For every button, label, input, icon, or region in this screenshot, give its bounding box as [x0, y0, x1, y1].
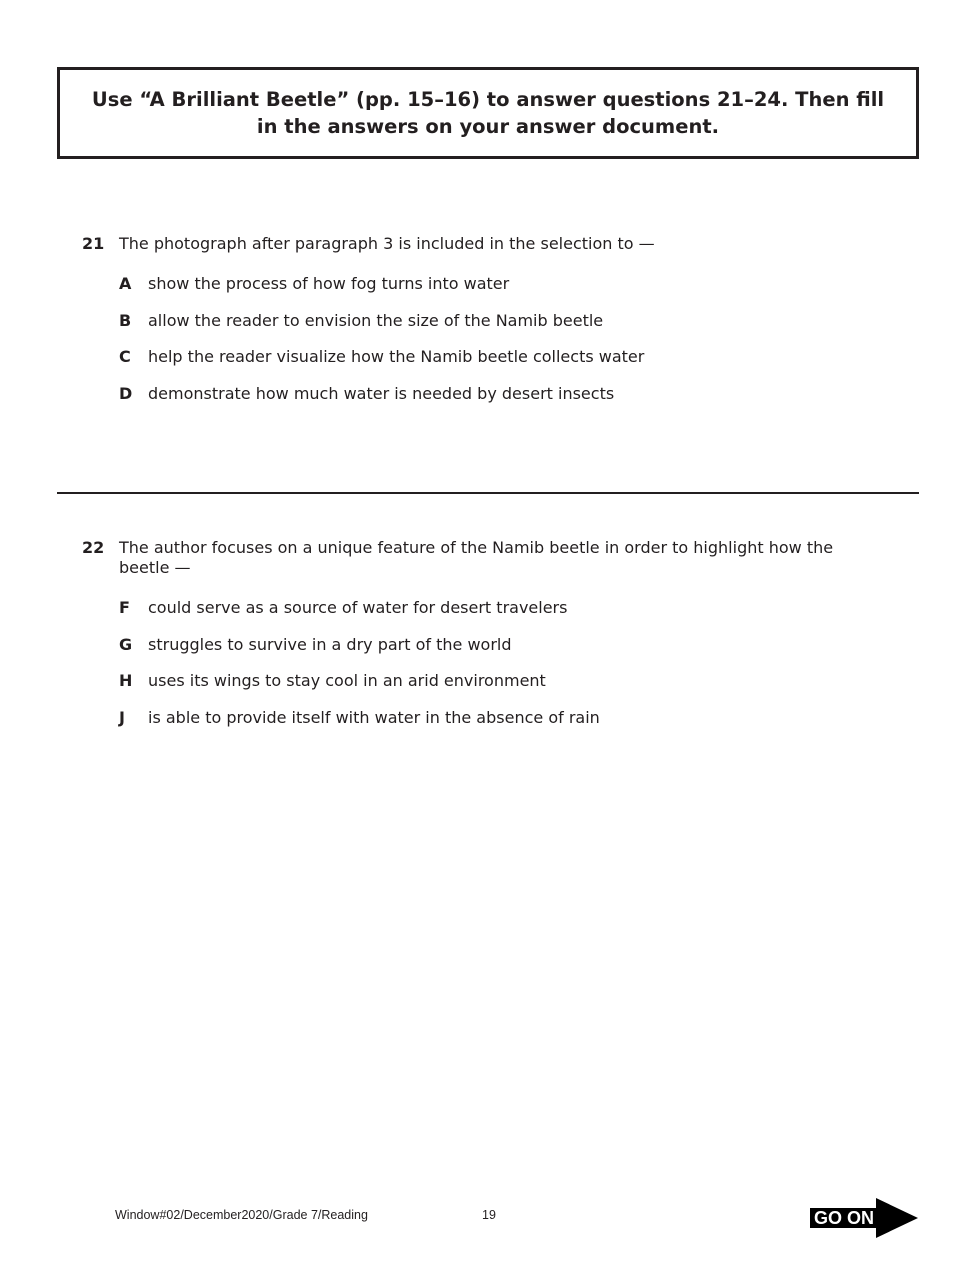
- option-letter: G: [119, 634, 133, 654]
- option-letter: A: [119, 274, 132, 293]
- instruction-box: [57, 67, 919, 159]
- option-text: show the process of how fog turns into water: [148, 274, 510, 293]
- option-letter: C: [119, 347, 131, 366]
- question-stem: [82, 234, 862, 254]
- option-text: allow the reader to envision the size of the Namib beetle: [148, 310, 604, 330]
- question-text: The author focuses on a unique feature of the Namib beetle in order to highlight how the beetle —: [119, 538, 834, 577]
- answer-option-f[interactable]: [119, 598, 862, 618]
- question-21: [82, 234, 862, 420]
- question-number: 21: [82, 234, 105, 253]
- option-text: help the reader visualize how the Namib beetle collects water: [148, 347, 645, 366]
- option-letter: H: [119, 671, 133, 690]
- question-text: The photograph after paragraph 3 is included in the selection to —: [119, 234, 655, 253]
- option-letter: F: [119, 598, 130, 617]
- option-text: uses its wings to stay cool in an arid environment: [148, 671, 546, 690]
- answer-options: [119, 598, 862, 728]
- answer-option-h[interactable]: [119, 671, 862, 691]
- instruction-line-2: in the answers on your answer document.: [256, 115, 720, 138]
- go-on-label: GO ON: [814, 1208, 875, 1228]
- answer-option-a[interactable]: [119, 274, 862, 294]
- option-text: is able to provide itself with water in the absence of rain: [148, 707, 600, 727]
- answer-option-c[interactable]: [119, 347, 862, 367]
- question-22: [82, 538, 862, 744]
- section-divider: [57, 492, 919, 494]
- instruction-text: [78, 86, 898, 140]
- answer-option-g[interactable]: [119, 635, 862, 655]
- page-number: 19: [482, 1208, 496, 1222]
- answer-option-b[interactable]: [119, 311, 862, 331]
- footer-label: Window#02/December2020/Grade 7/Reading: [115, 1208, 368, 1222]
- option-text: demonstrate how much water is needed by desert insects: [148, 383, 615, 403]
- option-letter: J: [119, 707, 125, 727]
- answer-option-d[interactable]: [119, 384, 862, 404]
- answer-options: [119, 274, 862, 404]
- option-letter: D: [119, 383, 133, 403]
- answer-option-j[interactable]: [119, 708, 862, 728]
- option-text: could serve as a source of water for desert travelers: [148, 598, 568, 617]
- question-stem: [82, 538, 862, 578]
- arrow-right-icon: [876, 1198, 918, 1238]
- option-letter: B: [119, 310, 132, 330]
- go-on-button[interactable]: [810, 1198, 920, 1238]
- instruction-line-1: Use “A Brilliant Beetle” (pp. 15–16) to answer questions 21–24. Then fill: [91, 88, 885, 111]
- option-text: struggles to survive in a dry part of the world: [148, 634, 512, 654]
- question-number: 22: [82, 538, 105, 557]
